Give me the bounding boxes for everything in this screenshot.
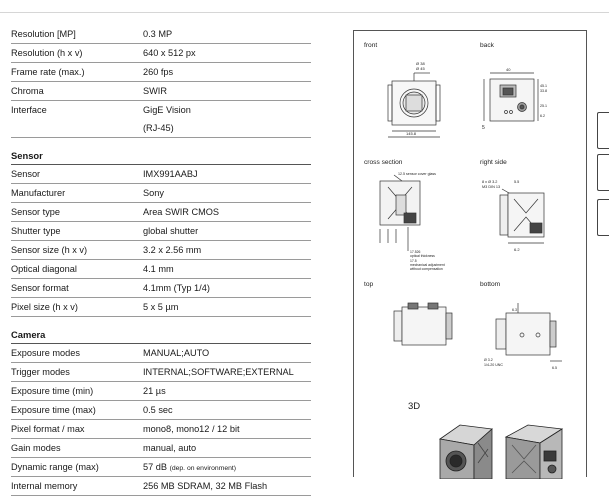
spec-value: 0.3 MP	[143, 29, 173, 39]
3d-view-label: 3D	[408, 401, 421, 412]
spec-label: Manufacturer	[11, 188, 66, 198]
camera-3d-back-render	[506, 425, 562, 479]
spec-value: 57 dB (dep. on environment)	[143, 462, 237, 472]
spec-label: Sensor	[11, 169, 41, 179]
spec-value: 21 µs	[143, 386, 166, 396]
spec-value: INTERNAL;SOFTWARE;EXTERNAL	[143, 367, 294, 377]
spec-row	[11, 363, 311, 382]
spec-label: Resolution (h x v)	[11, 48, 83, 58]
spec-label: Shutter type	[11, 226, 61, 236]
bottom-dim-text: 1/4-20 UNC	[484, 363, 503, 367]
spec-row	[11, 82, 311, 101]
cross-section-drawing	[368, 167, 472, 277]
back-dim-text: 6.2	[540, 114, 545, 118]
spec-value: MANUAL;AUTO	[143, 348, 210, 358]
spec-value: 3.2 x 2.56 mm	[143, 245, 202, 255]
spec-row	[11, 222, 311, 241]
spec-value: 256 MB SDRAM, 32 MB Flash	[143, 481, 268, 491]
spec-row	[11, 63, 311, 82]
spec-label: Exposure time (max)	[11, 405, 96, 415]
bottom-dim-text: Ø 3.2	[484, 358, 493, 362]
back-dim-text: 33.8	[540, 89, 547, 93]
spec-row	[11, 260, 311, 279]
spec-row	[11, 401, 311, 420]
spec-label: Frame rate (max.)	[11, 67, 85, 77]
spec-table	[11, 25, 311, 496]
front-dim-text: Ø 38	[416, 61, 425, 66]
top-divider	[0, 12, 609, 13]
technical-drawings-panel	[353, 30, 587, 477]
back-dim-text: 45.1	[540, 84, 547, 88]
spec-row	[11, 203, 311, 222]
front-dim-text: Ø 45	[416, 66, 425, 71]
cross-dim-text: 17.526	[410, 250, 421, 254]
spec-label: Interface	[11, 105, 47, 115]
spec-row	[11, 279, 311, 298]
right-dim-text: M3 DIN 13	[482, 185, 501, 189]
front-view-label: front	[364, 42, 378, 49]
back-dim-text: 25.1	[540, 104, 547, 108]
top-view-label: top	[364, 281, 374, 288]
side-tab[interactable]	[597, 154, 609, 191]
spec-value: mono8, mono12 / 12 bit	[143, 424, 240, 434]
cross-dim-text: 17.5	[410, 259, 417, 263]
spec-row	[11, 241, 311, 260]
right-dim-text: 5.5	[514, 180, 520, 184]
side-tab[interactable]	[597, 199, 609, 236]
top-view-drawing	[388, 299, 468, 355]
spec-row	[11, 382, 311, 401]
spec-value: IMX991AABJ	[143, 169, 198, 179]
spec-value: (RJ-45)	[143, 123, 174, 133]
spec-value: Sony	[143, 188, 164, 198]
bottom-dim-text: 6.5	[552, 366, 557, 370]
spec-label: Exposure modes	[11, 348, 80, 358]
camera-3d-front-render	[440, 425, 492, 479]
spec-row	[11, 119, 311, 138]
spec-row	[11, 458, 311, 477]
right-dim-text: 8 x Ø 3.2	[482, 180, 498, 184]
spec-value: SWIR	[143, 86, 167, 96]
spec-label: Resolution [MP]	[11, 29, 76, 39]
spec-label: Sensor size (h x v)	[11, 245, 88, 255]
right-dim-text: 6.2	[514, 247, 520, 252]
spec-label: Gain modes	[11, 443, 61, 453]
spec-row	[11, 44, 311, 63]
bottom-dim-text: 6.3	[512, 308, 517, 312]
right-side-drawing	[480, 175, 580, 255]
spec-row	[11, 420, 311, 439]
spec-label: Optical diagonal	[11, 264, 77, 274]
spec-label: Sensor type	[11, 207, 61, 217]
front-view-drawing	[382, 55, 462, 147]
side-tab[interactable]	[597, 112, 609, 149]
cross-section-label: cross section	[364, 159, 403, 166]
cross-dim-text: mechanical adjustment	[410, 263, 445, 267]
spec-value: 640 x 512 px	[143, 48, 196, 58]
spec-value: 5 x 5 µm	[143, 302, 179, 312]
spec-value: 260 fps	[143, 67, 174, 77]
3d-render-drawing	[436, 423, 584, 479]
right-side-label: right side	[480, 159, 507, 166]
section-heading-camera: Camera	[11, 321, 311, 344]
spec-label: Trigger modes	[11, 367, 70, 377]
spec-row	[11, 184, 311, 203]
spec-row	[11, 439, 311, 458]
section-heading-sensor: Sensor	[11, 142, 311, 165]
spec-value: global shutter	[143, 226, 199, 236]
back-dim-text: 40	[506, 67, 511, 72]
spec-label: Sensor format	[11, 283, 69, 293]
spec-value: manual, auto	[143, 443, 197, 453]
spec-label: Internal memory	[11, 481, 78, 491]
cross-dim-text: 12.5 sensor cover glass	[398, 172, 436, 176]
spec-row	[11, 165, 311, 184]
cross-dim-text: optical thickness	[410, 254, 435, 258]
spec-row	[11, 344, 311, 363]
spec-value: GigE Vision	[143, 105, 191, 115]
cross-dim-text: without compensation	[410, 267, 443, 271]
spec-value: 0.5 sec	[143, 405, 173, 415]
spec-note: (dep. on environment)	[169, 465, 237, 472]
spec-row	[11, 477, 311, 496]
spec-label: Exposure time (min)	[11, 386, 94, 396]
bottom-view-drawing	[482, 299, 578, 381]
spec-label: Dynamic range (max)	[11, 462, 99, 472]
spec-label: Pixel format / max	[11, 424, 85, 434]
spec-label: Pixel size (h x v)	[11, 302, 78, 312]
spec-row	[11, 101, 311, 119]
back-dim-text: 5	[482, 125, 485, 131]
spec-value: 4.1 mm	[143, 264, 174, 274]
spec-value: Area SWIR CMOS	[143, 207, 220, 217]
back-view-drawing	[478, 57, 568, 145]
spec-label: Chroma	[11, 86, 44, 96]
spec-row	[11, 298, 311, 317]
front-dim-text: 145.8	[406, 131, 417, 136]
spec-value: 4.1mm (Typ 1/4)	[143, 283, 210, 293]
bottom-view-label: bottom	[480, 281, 501, 288]
spec-row	[11, 25, 311, 44]
back-view-label: back	[480, 42, 494, 49]
